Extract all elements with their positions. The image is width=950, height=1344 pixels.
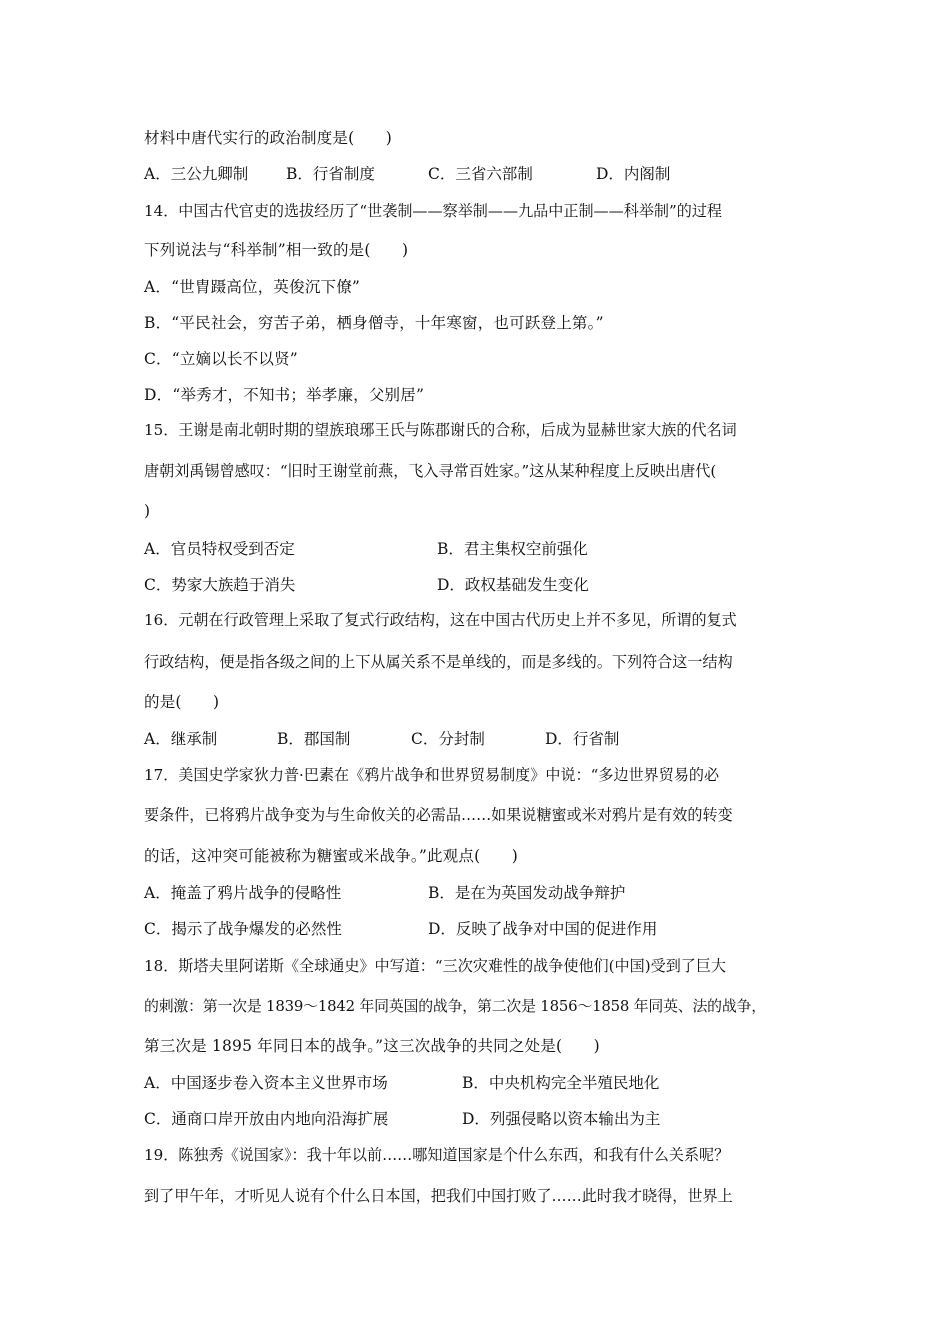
question-17-line-2: 要条件，已将鸦片战争变为与生命攸关的必需品……如果说糖蜜或米对鸦片是有效的转变 <box>144 806 733 824</box>
question-14-line-2: 下列说法与“科举制”相一致的是( ) <box>144 241 409 259</box>
question-17-line-1: 17．美国史学家狄力普·巴素在《鸦片战争和世界贸易制度》中说：“多边世界贸易的必 <box>144 766 720 784</box>
q14-option-c: C．“立嫡以长不以贤” <box>144 350 298 368</box>
q17-option-b: B．是在为英国发动战争辩护 <box>428 884 626 902</box>
q18-option-b: B．中央机构完全半殖民地化 <box>462 1074 660 1092</box>
question-16-line-3: 的是( ) <box>144 693 220 711</box>
question-13-stem: 材料中唐代实行的政治制度是( ) <box>144 129 392 147</box>
question-14-line-1: 14．中国古代官吏的选拔经历了“世袭制——察举制——九品中正制——科举制”的过程 <box>144 202 723 220</box>
q15-option-d: D．政权基础发生变化 <box>437 576 589 594</box>
question-17-line-3: 的话，这冲突可能被称为糖蜜或米战争。”此观点( ) <box>144 847 518 865</box>
question-15-line-2: 唐朝刘禹锡曾感叹：“旧时王谢堂前燕，飞入寻常百姓家。”这从某种程度上反映出唐代( <box>144 462 717 480</box>
q16-option-b: B．郡国制 <box>277 730 351 748</box>
q14-option-b: B．“平民社会，穷苦子弟，栖身僧寺，十年寒窗，也可跃登上第。” <box>144 314 604 332</box>
q15-option-c: C．势家大族趋于消失 <box>144 576 296 594</box>
q16-option-c: C．分封制 <box>411 730 485 748</box>
q18-option-a: A．中国逐步卷入资本主义世界市场 <box>144 1074 388 1092</box>
question-16-line-2: 行政结构，便是指各级之间的上下从属关系不是单线的，而是多线的。下列符合这一结构 <box>144 653 733 671</box>
q15-option-b: B．君主集权空前强化 <box>437 540 588 558</box>
q13-option-b: B．行省制度 <box>286 165 375 183</box>
question-18-line-1: 18．斯塔夫里阿诺斯《全球通史》中写道：“三次灾难性的战争使他们(中国)受到了巨大 <box>144 957 727 975</box>
q14-option-d: D．“举秀才，不知书；举孝廉，父别居” <box>144 386 425 404</box>
q13-option-d: D．内阁制 <box>596 165 671 183</box>
question-19-line-2: 到了甲午年，才听见人说有个什么日本国，把我们中国打败了……此时我才晓得，世界上 <box>144 1187 733 1205</box>
q18-option-c: C．通商口岸开放由内地向沿海扩展 <box>144 1110 389 1128</box>
q17-option-a: A．掩盖了鸦片战争的侵略性 <box>144 884 342 902</box>
question-19-line-1: 19．陈独秀《说国家》：我十年以前……哪知道国家是个什么东西，和我有什么关系呢？ <box>144 1146 730 1164</box>
question-18-line-3: 第三次是 1895 年同日本的战争。”这三次战争的共同之处是( ) <box>144 1037 600 1055</box>
question-15-line-3: ) <box>144 502 151 520</box>
question-18-line-2: 的刺激：第一次是 1839～1842 年同英国的战争，第二次是 1856～1858 年同英、法的战争， <box>144 997 766 1015</box>
question-15-line-1: 15．王谢是南北朝时期的望族琅琊王氏与陈郡谢氏的合称，后成为显赫世家大族的代名词 <box>144 421 737 439</box>
q16-option-d: D．行省制 <box>545 730 620 748</box>
q17-option-c: C．揭示了战争爆发的必然性 <box>144 920 342 938</box>
question-16-line-1: 16．元朝在行政管理上采取了复式行政结构，这在中国古代历史上并不多见，所谓的复式 <box>144 611 737 629</box>
q16-option-a: A．继承制 <box>144 730 218 748</box>
q14-option-a: A．“世胄蹑高位，英俊沉下僚” <box>144 278 361 296</box>
q13-option-a: A．三公九卿制 <box>144 165 249 183</box>
q13-option-c: C．三省六部制 <box>428 165 533 183</box>
q15-option-a: A．官员特权受到否定 <box>144 540 295 558</box>
q18-option-d: D．列强侵略以资本输出为主 <box>462 1110 661 1128</box>
q17-option-d: D．反映了战争对中国的促进作用 <box>428 920 658 938</box>
